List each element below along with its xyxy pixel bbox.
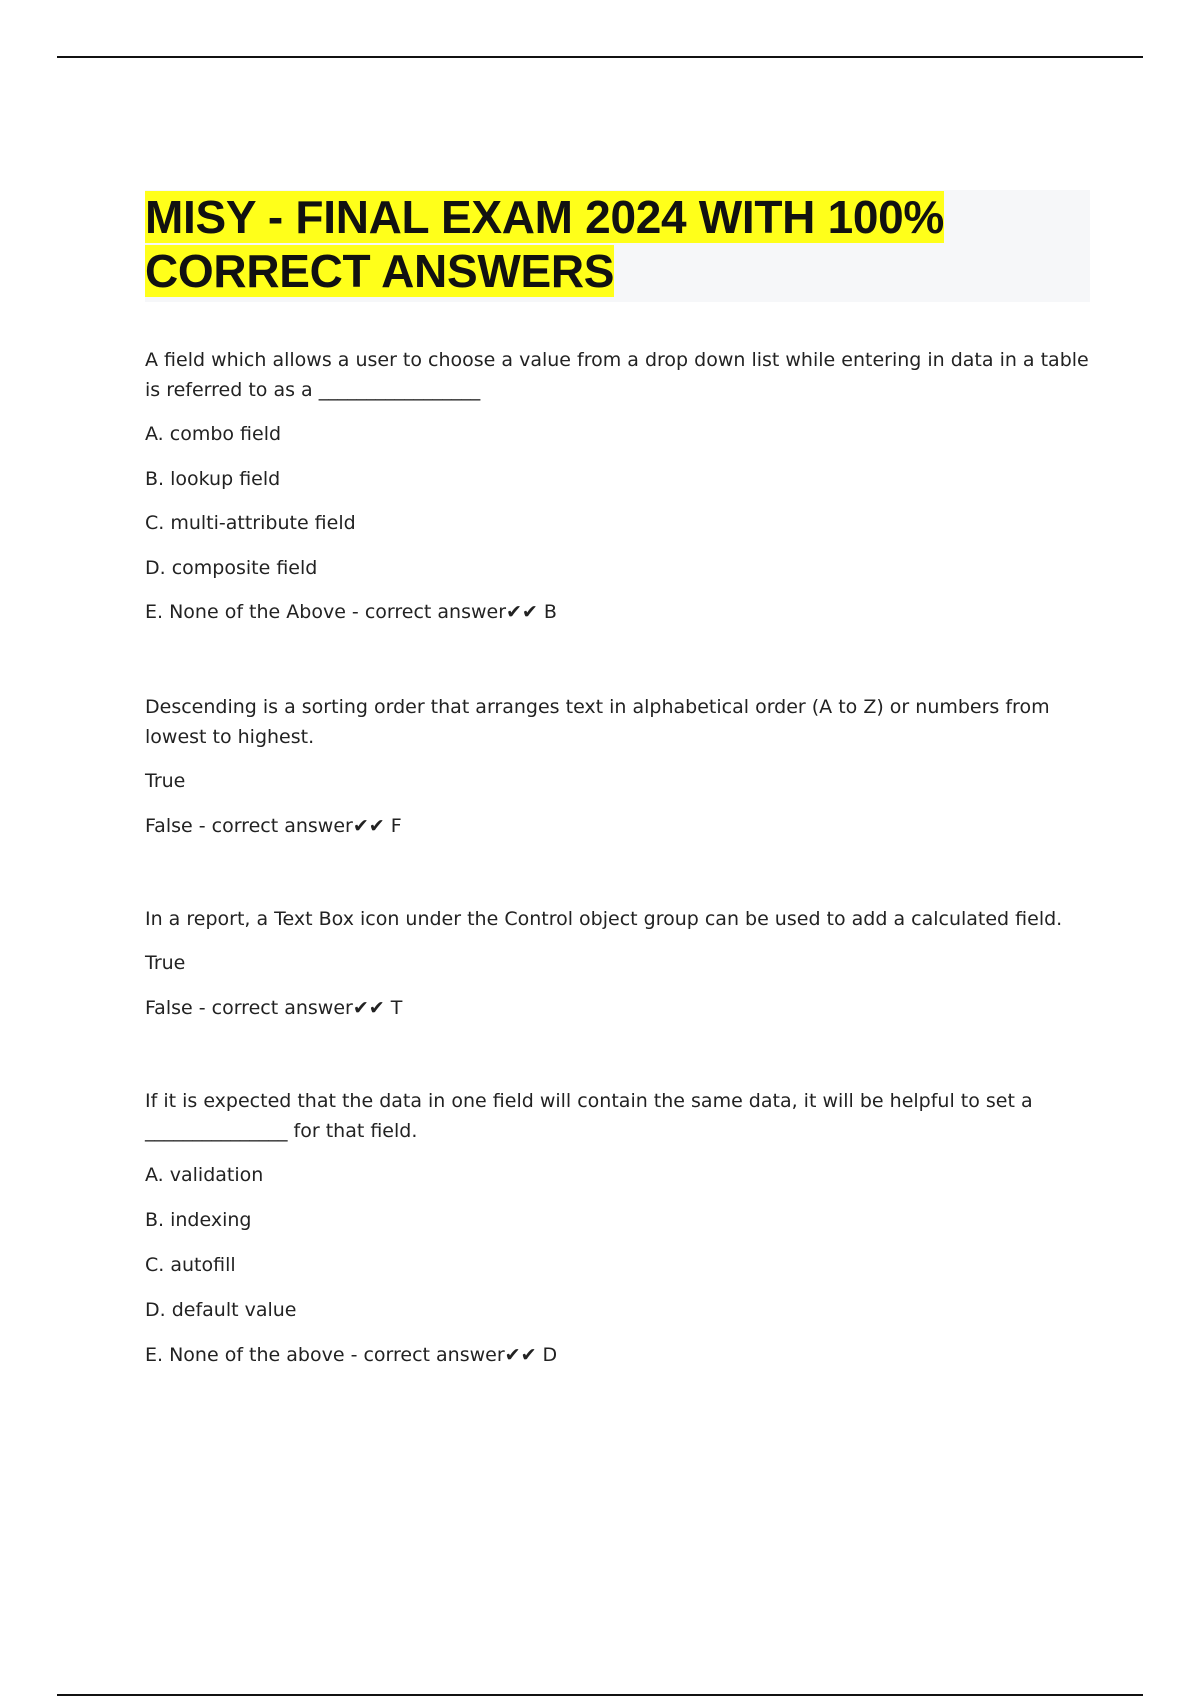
question-text: Descending is a sorting order that arranges text in alphabetical order (A to Z) or numbers from lowest to highest. (145, 696, 1050, 748)
answer-option-correct: False - correct answer✔✔ F (145, 815, 402, 837)
question-block-1 (145, 345, 1090, 627)
answer-option: B. indexing (145, 1209, 252, 1231)
answer-option-correct: E. None of the above - correct answer✔✔ D (145, 1344, 558, 1366)
answer-option: A. validation (145, 1164, 264, 1186)
question-block-2 (145, 692, 1090, 841)
answer-option: D. default value (145, 1299, 297, 1321)
question-text: In a report, a Text Box icon under the Control object group can be used to add a calculated field. (145, 908, 1063, 930)
answer-option: B. lookup field (145, 468, 281, 490)
answer-option: True (145, 770, 186, 792)
answer-option: C. autofill (145, 1254, 236, 1276)
document-title (145, 190, 1090, 298)
answer-option: C. multi-attribute field (145, 512, 356, 534)
question-text: If it is expected that the data in one field will contain the same data, it will be helpful to set a _______________ for that field. (145, 1090, 1033, 1142)
answer-option-correct: False - correct answer✔✔ T (145, 997, 403, 1019)
answer-option: D. composite field (145, 557, 318, 579)
title-block (145, 190, 1090, 302)
footer-rule (57, 1694, 1143, 1696)
answer-option: True (145, 952, 186, 974)
header-rule (57, 56, 1143, 58)
title-line-2: CORRECT ANSWERS (145, 245, 615, 297)
answer-option-correct: E. None of the Above - correct answer✔✔ B (145, 601, 557, 623)
question-block-4 (145, 1086, 1090, 1370)
title-line-1: MISY - FINAL EXAM 2024 WITH 100% (145, 191, 945, 243)
answer-option: A. combo field (145, 423, 282, 445)
question-text: A field which allows a user to choose a value from a drop down list while entering in data in a table is referred to as a _________________ (145, 349, 1089, 401)
question-block-3 (145, 904, 1090, 1023)
